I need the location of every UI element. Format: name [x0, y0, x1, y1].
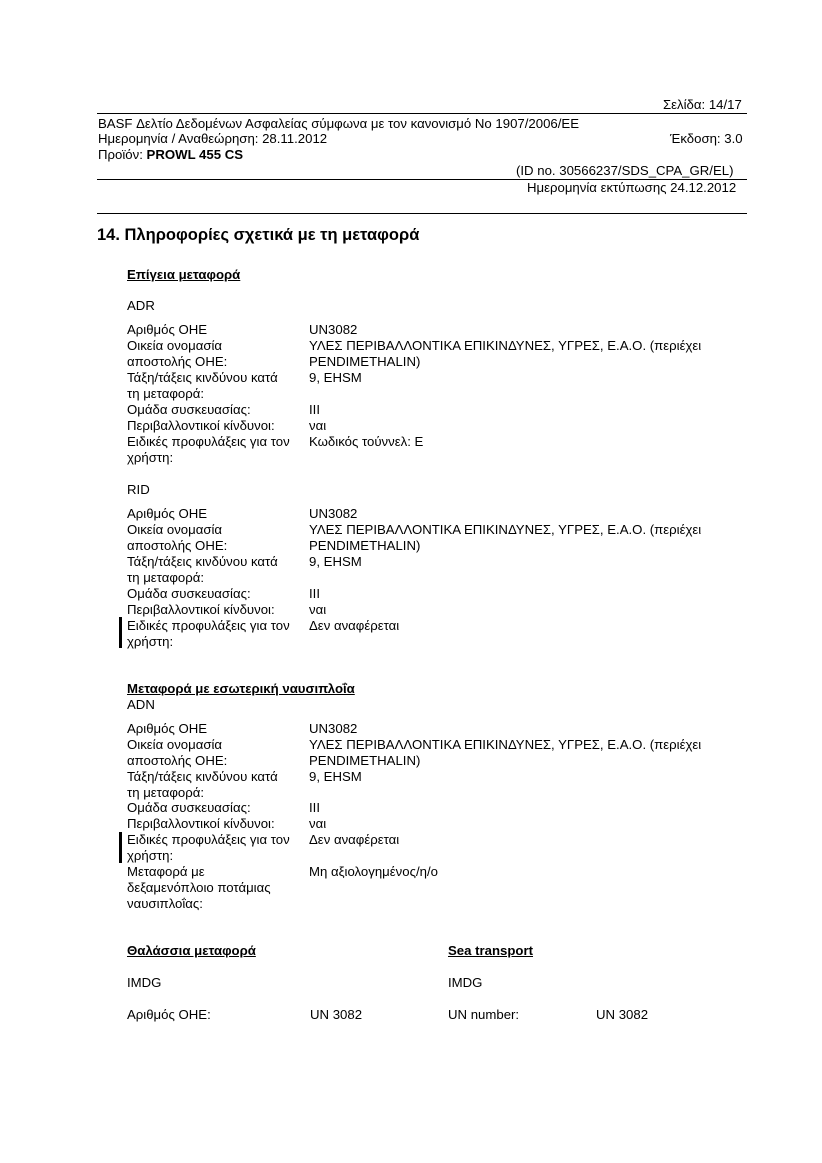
rid-ship-label-2: αποστολής ΟΗΕ: — [127, 538, 228, 553]
imdg-un-label-en: UN number: — [448, 1007, 520, 1022]
rid-heading: RID — [127, 482, 150, 497]
document-id: (ID no. 30566237/SDS_CPA_GR/EL) — [516, 163, 734, 178]
adn-tank-label-3: ναυσιπλοΐας: — [127, 896, 203, 911]
document-title: BASF Δελτίο Δεδομένων Ασφαλείας σύμφωνα με τον κανονισμό Νο 1907/2006/ΕΕ — [98, 116, 580, 131]
imdg-heading-en: IMDG — [448, 975, 483, 990]
revision-date: Ημερομηνία / Αναθεώρηση: 28.11.2012 — [98, 131, 328, 146]
imdg-un-value-en: UN 3082 — [596, 1007, 649, 1022]
adn-class-label-2: τη μεταφορά: — [127, 785, 205, 800]
rid-un-value: UN3082 — [309, 506, 358, 521]
page-number: Σελίδα: 14/17 — [663, 97, 742, 112]
adn-heading: ADN — [127, 697, 155, 712]
section-title: 14. Πληροφορίες σχετικά με τη μεταφορά — [97, 226, 420, 244]
rid-spec-label-1: Ειδικές προφυλάξεις για τον — [127, 618, 290, 633]
adr-pg-value: III — [309, 402, 320, 417]
adr-pg-label: Ομάδα συσκευασίας: — [127, 402, 251, 417]
rid-ship-value-1: ΥΛΕΣ ΠΕΡΙΒΑΛΛΟΝΤΙΚΑ ΕΠΙΚΙΝΔΥΝΕΣ, ΥΓΡΕΣ, Ε.Α.Ο. (περιέχει — [309, 522, 702, 537]
adn-change-bar — [119, 832, 122, 863]
adr-class-value: 9, EHSM — [309, 370, 362, 385]
adr-ship-value-1: ΥΛΕΣ ΠΕΡΙΒΑΛΛΟΝΤΙΚΑ ΕΠΙΚΙΝΔΥΝΕΣ, ΥΓΡΕΣ, Ε.Α.Ο. (περιέχει — [309, 338, 702, 353]
sea-transport-heading-gr: Θαλάσσια μεταφορά — [127, 943, 256, 958]
adn-spec-label-1: Ειδικές προφυλάξεις για τον — [127, 832, 290, 847]
header-rule-bottom — [97, 213, 747, 214]
adr-class-label-1: Τάξη/τάξεις κινδύνου κατά — [127, 370, 278, 385]
version: Έκδοση: 3.0 — [670, 131, 743, 146]
imdg-heading-gr: IMDG — [127, 975, 162, 990]
adr-spec-label-2: χρήστη: — [127, 450, 174, 465]
rid-class-value: 9, EHSM — [309, 554, 362, 569]
adn-pg-value: III — [309, 800, 320, 815]
rid-ship-value-2: PENDIMETHALIN) — [309, 538, 421, 553]
adn-ship-value-2: PENDIMETHALIN) — [309, 753, 421, 768]
adn-ship-label-2: αποστολής ΟΗΕ: — [127, 753, 228, 768]
adn-spec-label-2: χρήστη: — [127, 848, 174, 863]
rid-class-label-1: Τάξη/τάξεις κινδύνου κατά — [127, 554, 278, 569]
rid-pg-value: III — [309, 586, 320, 601]
adr-un-label: Αριθμός ΟΗΕ — [127, 322, 208, 337]
adr-class-label-2: τη μεταφορά: — [127, 386, 205, 401]
rid-change-bar — [119, 617, 122, 648]
land-transport-heading: Επίγεια μεταφορά — [127, 267, 241, 282]
adn-tank-value: Μη αξιολογημένος/η/ο — [309, 864, 438, 879]
adr-un-value: UN3082 — [309, 322, 358, 337]
adn-class-value: 9, EHSM — [309, 769, 362, 784]
rid-env-label: Περιβαλλοντικοί κίνδυνοι: — [127, 602, 275, 617]
imdg-un-label-gr: Αριθμός ΟΗΕ: — [127, 1007, 211, 1022]
adr-env-label: Περιβαλλοντικοί κίνδυνοι: — [127, 418, 275, 433]
adn-ship-label-1: Οικεία ονομασία — [127, 737, 223, 752]
sea-transport-heading-en: Sea transport — [448, 943, 534, 958]
rid-spec-value: Δεν αναφέρεται — [309, 618, 400, 633]
product-line — [98, 147, 243, 163]
adn-class-label-1: Τάξη/τάξεις κινδύνου κατά — [127, 769, 278, 784]
adn-pg-label: Ομάδα συσκευασίας: — [127, 800, 251, 815]
adr-spec-label-1: Ειδικές προφυλάξεις για τον — [127, 434, 290, 449]
adn-env-value: ναι — [309, 816, 327, 831]
rid-pg-label: Ομάδα συσκευασίας: — [127, 586, 251, 601]
rid-un-label: Αριθμός ΟΗΕ — [127, 506, 208, 521]
adr-ship-label-1: Οικεία ονομασία — [127, 338, 223, 353]
adn-env-label: Περιβαλλοντικοί κίνδυνοι: — [127, 816, 275, 831]
adr-spec-value: Κωδικός τούννελ: E — [309, 434, 424, 449]
product-name: PROWL 455 CS — [146, 147, 244, 162]
adr-env-value: ναι — [309, 418, 327, 433]
adn-un-value: UN3082 — [309, 721, 358, 736]
adn-un-label: Αριθμός ΟΗΕ — [127, 721, 208, 736]
adn-tank-label-1: Μεταφορά με — [127, 864, 205, 879]
rid-class-label-2: τη μεταφορά: — [127, 570, 205, 585]
inland-transport-heading: Μεταφορά με εσωτερική ναυσιπλοΐα — [127, 681, 355, 696]
adr-ship-label-2: αποστολής ΟΗΕ: — [127, 354, 228, 369]
rid-ship-label-1: Οικεία ονομασία — [127, 522, 223, 537]
product-label: Προϊόν: — [98, 147, 147, 162]
rid-spec-label-2: χρήστη: — [127, 634, 174, 649]
adn-tank-label-2: δεξαμενόπλοιο ποτάμιας — [127, 880, 271, 895]
rid-env-value: ναι — [309, 602, 327, 617]
adr-ship-value-2: PENDIMETHALIN) — [309, 354, 421, 369]
adr-heading: ADR — [127, 298, 155, 313]
imdg-un-value-gr: UN 3082 — [310, 1007, 363, 1022]
header-rule-top — [97, 113, 747, 114]
adn-ship-value-1: ΥΛΕΣ ΠΕΡΙΒΑΛΛΟΝΤΙΚΑ ΕΠΙΚΙΝΔΥΝΕΣ, ΥΓΡΕΣ, Ε.Α.Ο. (περιέχει — [309, 737, 702, 752]
print-date: Ημερομηνία εκτύπωσης 24.12.2012 — [527, 180, 737, 195]
adn-spec-value: Δεν αναφέρεται — [309, 832, 400, 847]
